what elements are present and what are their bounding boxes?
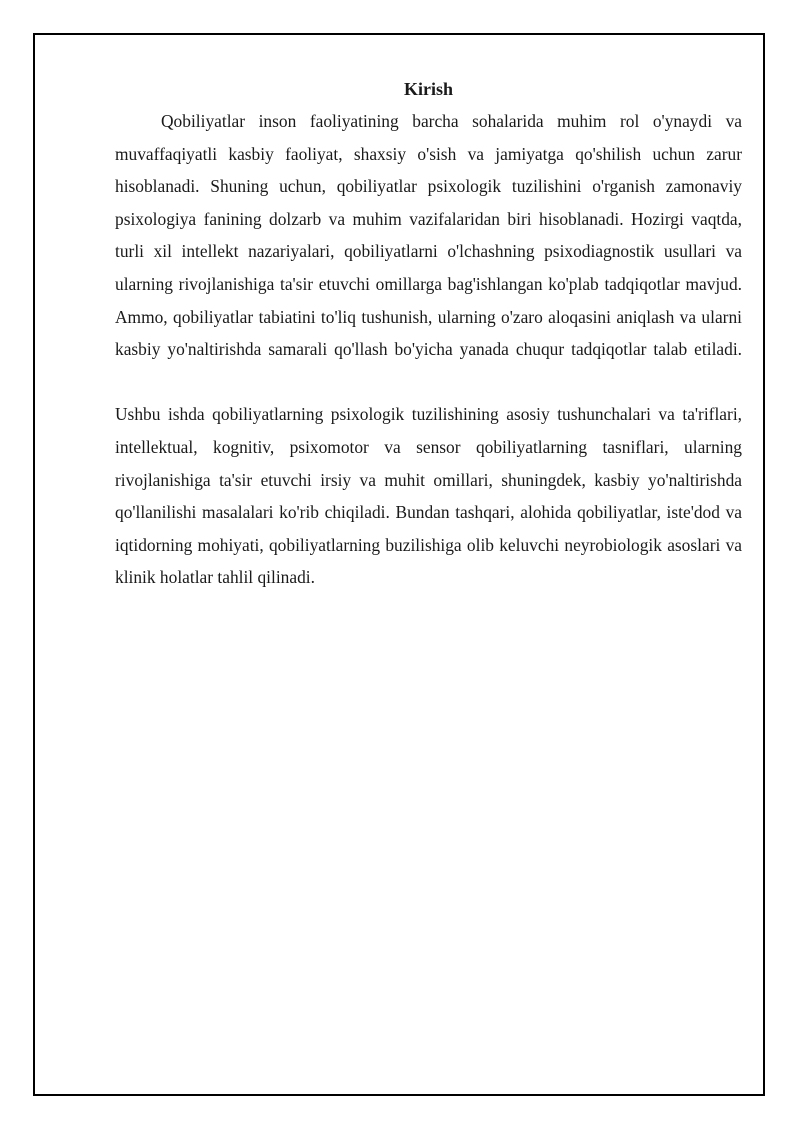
- paragraph-spacer: [115, 366, 742, 399]
- paragraph-scope: Ushbu ishda qobiliyatlarning psixologik tuzilishining asosiy tushunchalari va ta'riflari, intellektual, kognitiv, psixomotor va sensor qobiliyatlarning tasniflari, ularning rivojlanishiga ta'sir etuvchi irsiy va muhit omillari, shuningdek, kasbiy yo'naltirishda qo'llanilishi masalalari ko'rib chiqiladi. Bundan tashqari, alohida qobiliyatlar, iste'dod va iqtidorning mohiyati, qobiliyatlarning buzilishiga olib keluvchi neyrobiologik asoslari va klinik holatlar tahlil qilinadi.: [115, 404, 742, 588]
- section-heading: Kirish: [403, 79, 453, 99]
- paragraph-intro: Qobiliyatlar inson faoliyatining barcha sohalarida muhim rol o'ynaydi va muvaffaqiyatli kasbiy faoliyat, shaxsiy o'sish va jamiyatga qo'shilish uchun zarur hisoblanadi. Shuning uchun, qobiliyatlar psixologik tuzilishini o'rganish zamonaviy psixologiya fanining dolzarb va muhim vazifalaridan biri hisoblanadi. Hozirgi vaqtda, turli xil intellekt nazariyalari, qobiliyatlarni o'lchashning psixodiagnostik usullari va ularning rivojlanishiga ta'sir etuvchi omillarga bag'ishlangan ko'plab tadqiqotlar mavjud. Ammo, qobiliyatlar tabiatini to'liq tushunish, ularning o'zaro aloqasini aniqlash va ularni kasbiy yo'naltirishda samarali qo'llash bo'yicha yanada chuqur tadqiqotlar talab etiladi.: [115, 111, 742, 360]
- document-body: [115, 73, 742, 594]
